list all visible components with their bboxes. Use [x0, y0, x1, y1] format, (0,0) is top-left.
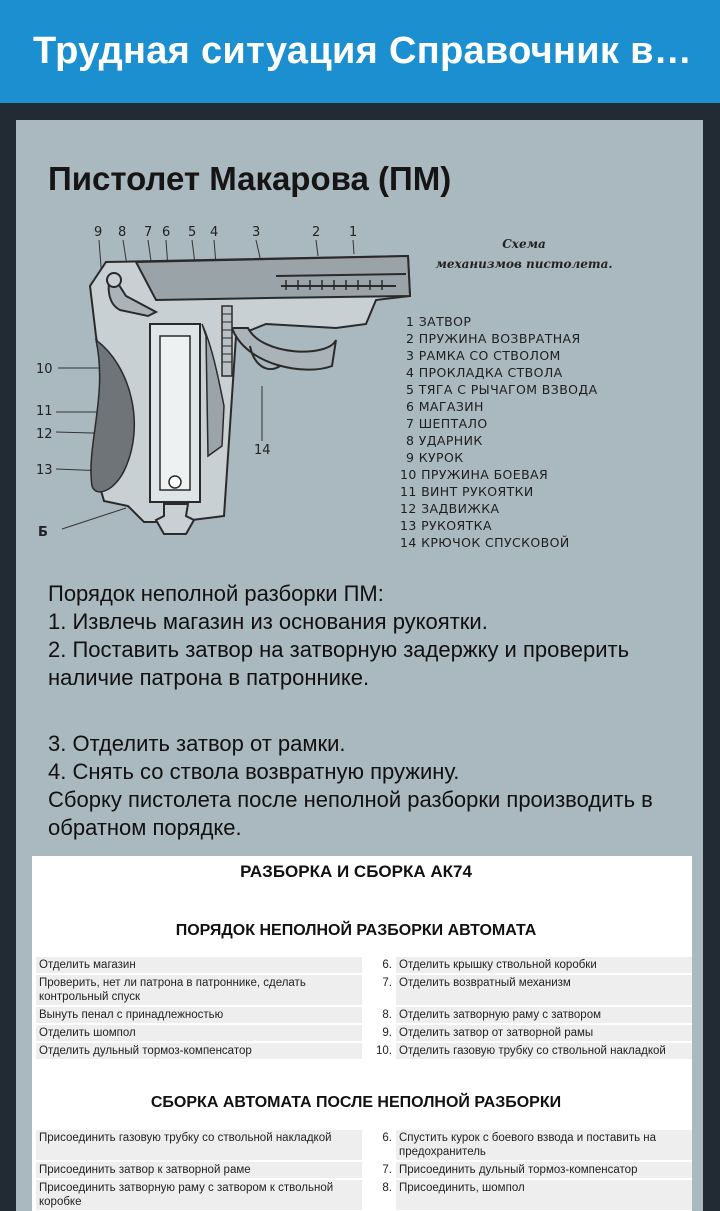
table-cell: Отделить затворную раму с затвором: [396, 1007, 692, 1023]
diagram-label: 6: [162, 225, 171, 240]
step-item: 4. Снять со ствола возвратную пружину.: [48, 759, 460, 784]
diagram-label: 13: [36, 463, 53, 478]
table-cell: 10.: [376, 1045, 392, 1057]
diagram-label: 14: [254, 443, 271, 458]
table-cell: 8.: [382, 1009, 392, 1021]
legend-item: 1 ЗАТВОР: [406, 314, 472, 329]
table-cell: 7.: [382, 977, 392, 989]
table-cell: 7.: [382, 1164, 392, 1176]
diagram-label: 2: [312, 225, 321, 240]
table-row: [36, 1180, 692, 1210]
disassembly-steps-1: [48, 580, 688, 692]
diagram-label: 4: [210, 225, 219, 240]
table-row: [36, 957, 692, 973]
table-cell: Отделить возвратный механизм: [396, 975, 692, 1005]
legend-item: 2 ПРУЖИНА ВОЗВРАТНАЯ: [406, 331, 581, 346]
article-card: [16, 120, 703, 1211]
table-row: [36, 1130, 692, 1160]
diagram-label: 3: [252, 225, 261, 240]
table-row: [36, 1043, 692, 1059]
table-row: [36, 1007, 692, 1023]
table-row: [36, 1162, 692, 1178]
diagram-label: 1: [349, 225, 358, 240]
ak-assembly-table: [36, 1130, 692, 1210]
page-title: Пистолет Макарова (ПМ): [48, 160, 452, 197]
step-item: 1. Извлечь магазин из основания рукоятки.: [48, 609, 488, 634]
legend-item: 13 РУКОЯТКА: [400, 518, 492, 533]
legend-item: 3 РАМКА СО СТВОЛОМ: [406, 348, 561, 363]
table-cell: Отделить дульный тормоз-компенсатор: [36, 1043, 362, 1059]
legend-item: 10 ПРУЖИНА БОЕВАЯ: [400, 467, 549, 482]
table-cell: Отделить крышку ствольной коробки: [396, 957, 692, 973]
assembly-note: Сборку пистолета после неполной разборки производить в обратном порядке.: [48, 787, 653, 840]
legend-item: 9 КУРОК: [406, 450, 464, 465]
legend-item: 7 ШЕПТАЛО: [406, 416, 488, 431]
legend-item: 14 КРЮЧОК СПУСКОВОЙ: [400, 535, 570, 550]
table-cell: Присоединить затвор к затворной раме: [36, 1162, 362, 1178]
legend-item: 5 ТЯГА С РЫЧАГОМ ВЗВОДА: [406, 382, 598, 397]
diagram-label: 9: [94, 225, 103, 240]
table-cell: Отделить газовую трубку со ствольной накладкой: [396, 1043, 692, 1059]
table-cell: Присоединить газовую трубку со ствольной накладкой: [36, 1130, 362, 1160]
table-cell: 6.: [382, 959, 392, 971]
table-cell: Отделить магазин: [36, 957, 362, 973]
disassembly-steps-2: [48, 730, 688, 842]
diagram-label: Б: [38, 525, 48, 540]
table-cell: Присоединить, шомпол: [396, 1180, 692, 1210]
step-item: 3. Отделить затвор от рамки.: [48, 731, 346, 756]
app-title: Трудная ситуация Справочник в…: [33, 30, 693, 72]
legend-item: 11 ВИНТ РУКОЯТКИ: [400, 484, 534, 499]
ak-section-title: ПОРЯДОК НЕПОЛНОЙ РАЗБОРКИ АВТОМАТА: [175, 922, 537, 939]
ak74-instructions-image: [32, 856, 692, 1211]
step-item: 2. Поставить затвор на затворную задержку и проверить наличие патрона в патроннике.: [48, 637, 630, 690]
diagram-legend: [400, 314, 598, 550]
diagram-label: 10: [36, 362, 53, 377]
diagram-label: 7: [144, 225, 153, 240]
table-cell: Спустить курок с боевого взвода и поставить на предохранитель: [396, 1130, 692, 1160]
pistol-diagram: [36, 216, 696, 561]
diagram-caption-line-1: Схема: [502, 237, 546, 251]
table-cell: 8.: [382, 1182, 392, 1194]
ak-section-title: СБОРКА АВТОМАТА ПОСЛЕ НЕПОЛНОЙ РАЗБОРКИ: [150, 1094, 562, 1111]
table-cell: Отделить шомпол: [36, 1025, 362, 1041]
diagram-label: 12: [36, 427, 53, 442]
table-cell: Вынуть пенал с принадлежностью: [36, 1007, 362, 1023]
diagram-label: 8: [118, 225, 127, 240]
legend-item: 8 УДАРНИК: [406, 433, 483, 448]
legend-item: 12 ЗАДВИЖКА: [400, 501, 500, 516]
diagram-label: 5: [188, 225, 197, 240]
table-cell: Отделить затвор от затворной рамы: [396, 1025, 692, 1041]
app-bar: [0, 0, 720, 103]
ak-title: РАЗБОРКА И СБОРКА АК74: [240, 862, 472, 881]
table-cell: Присоединить затворную раму с затвором к ствольной коробке: [36, 1180, 362, 1210]
ak-disassembly-table: [36, 957, 692, 1059]
table-cell: Присоединить дульный тормоз-компенсатор: [396, 1162, 692, 1178]
table-row: [36, 1025, 692, 1041]
pistol-drawing: [90, 256, 410, 534]
table-cell: 9.: [382, 1027, 392, 1039]
legend-item: 6 МАГАЗИН: [406, 399, 484, 414]
diagram-caption-line-2: механизмов пистолета.: [435, 257, 613, 271]
steps-heading: Порядок неполной разборки ПМ:: [48, 581, 384, 606]
legend-item: 4 ПРОКЛАДКА СТВОЛА: [406, 365, 563, 380]
table-cell: 6.: [382, 1132, 392, 1144]
diagram-top-numbers: [94, 225, 357, 240]
table-row: [36, 975, 692, 1005]
table-cell: Проверить, нет ли патрона в патроннике, сделать контрольный спуск: [36, 975, 362, 1005]
diagram-label: 11: [36, 404, 53, 419]
